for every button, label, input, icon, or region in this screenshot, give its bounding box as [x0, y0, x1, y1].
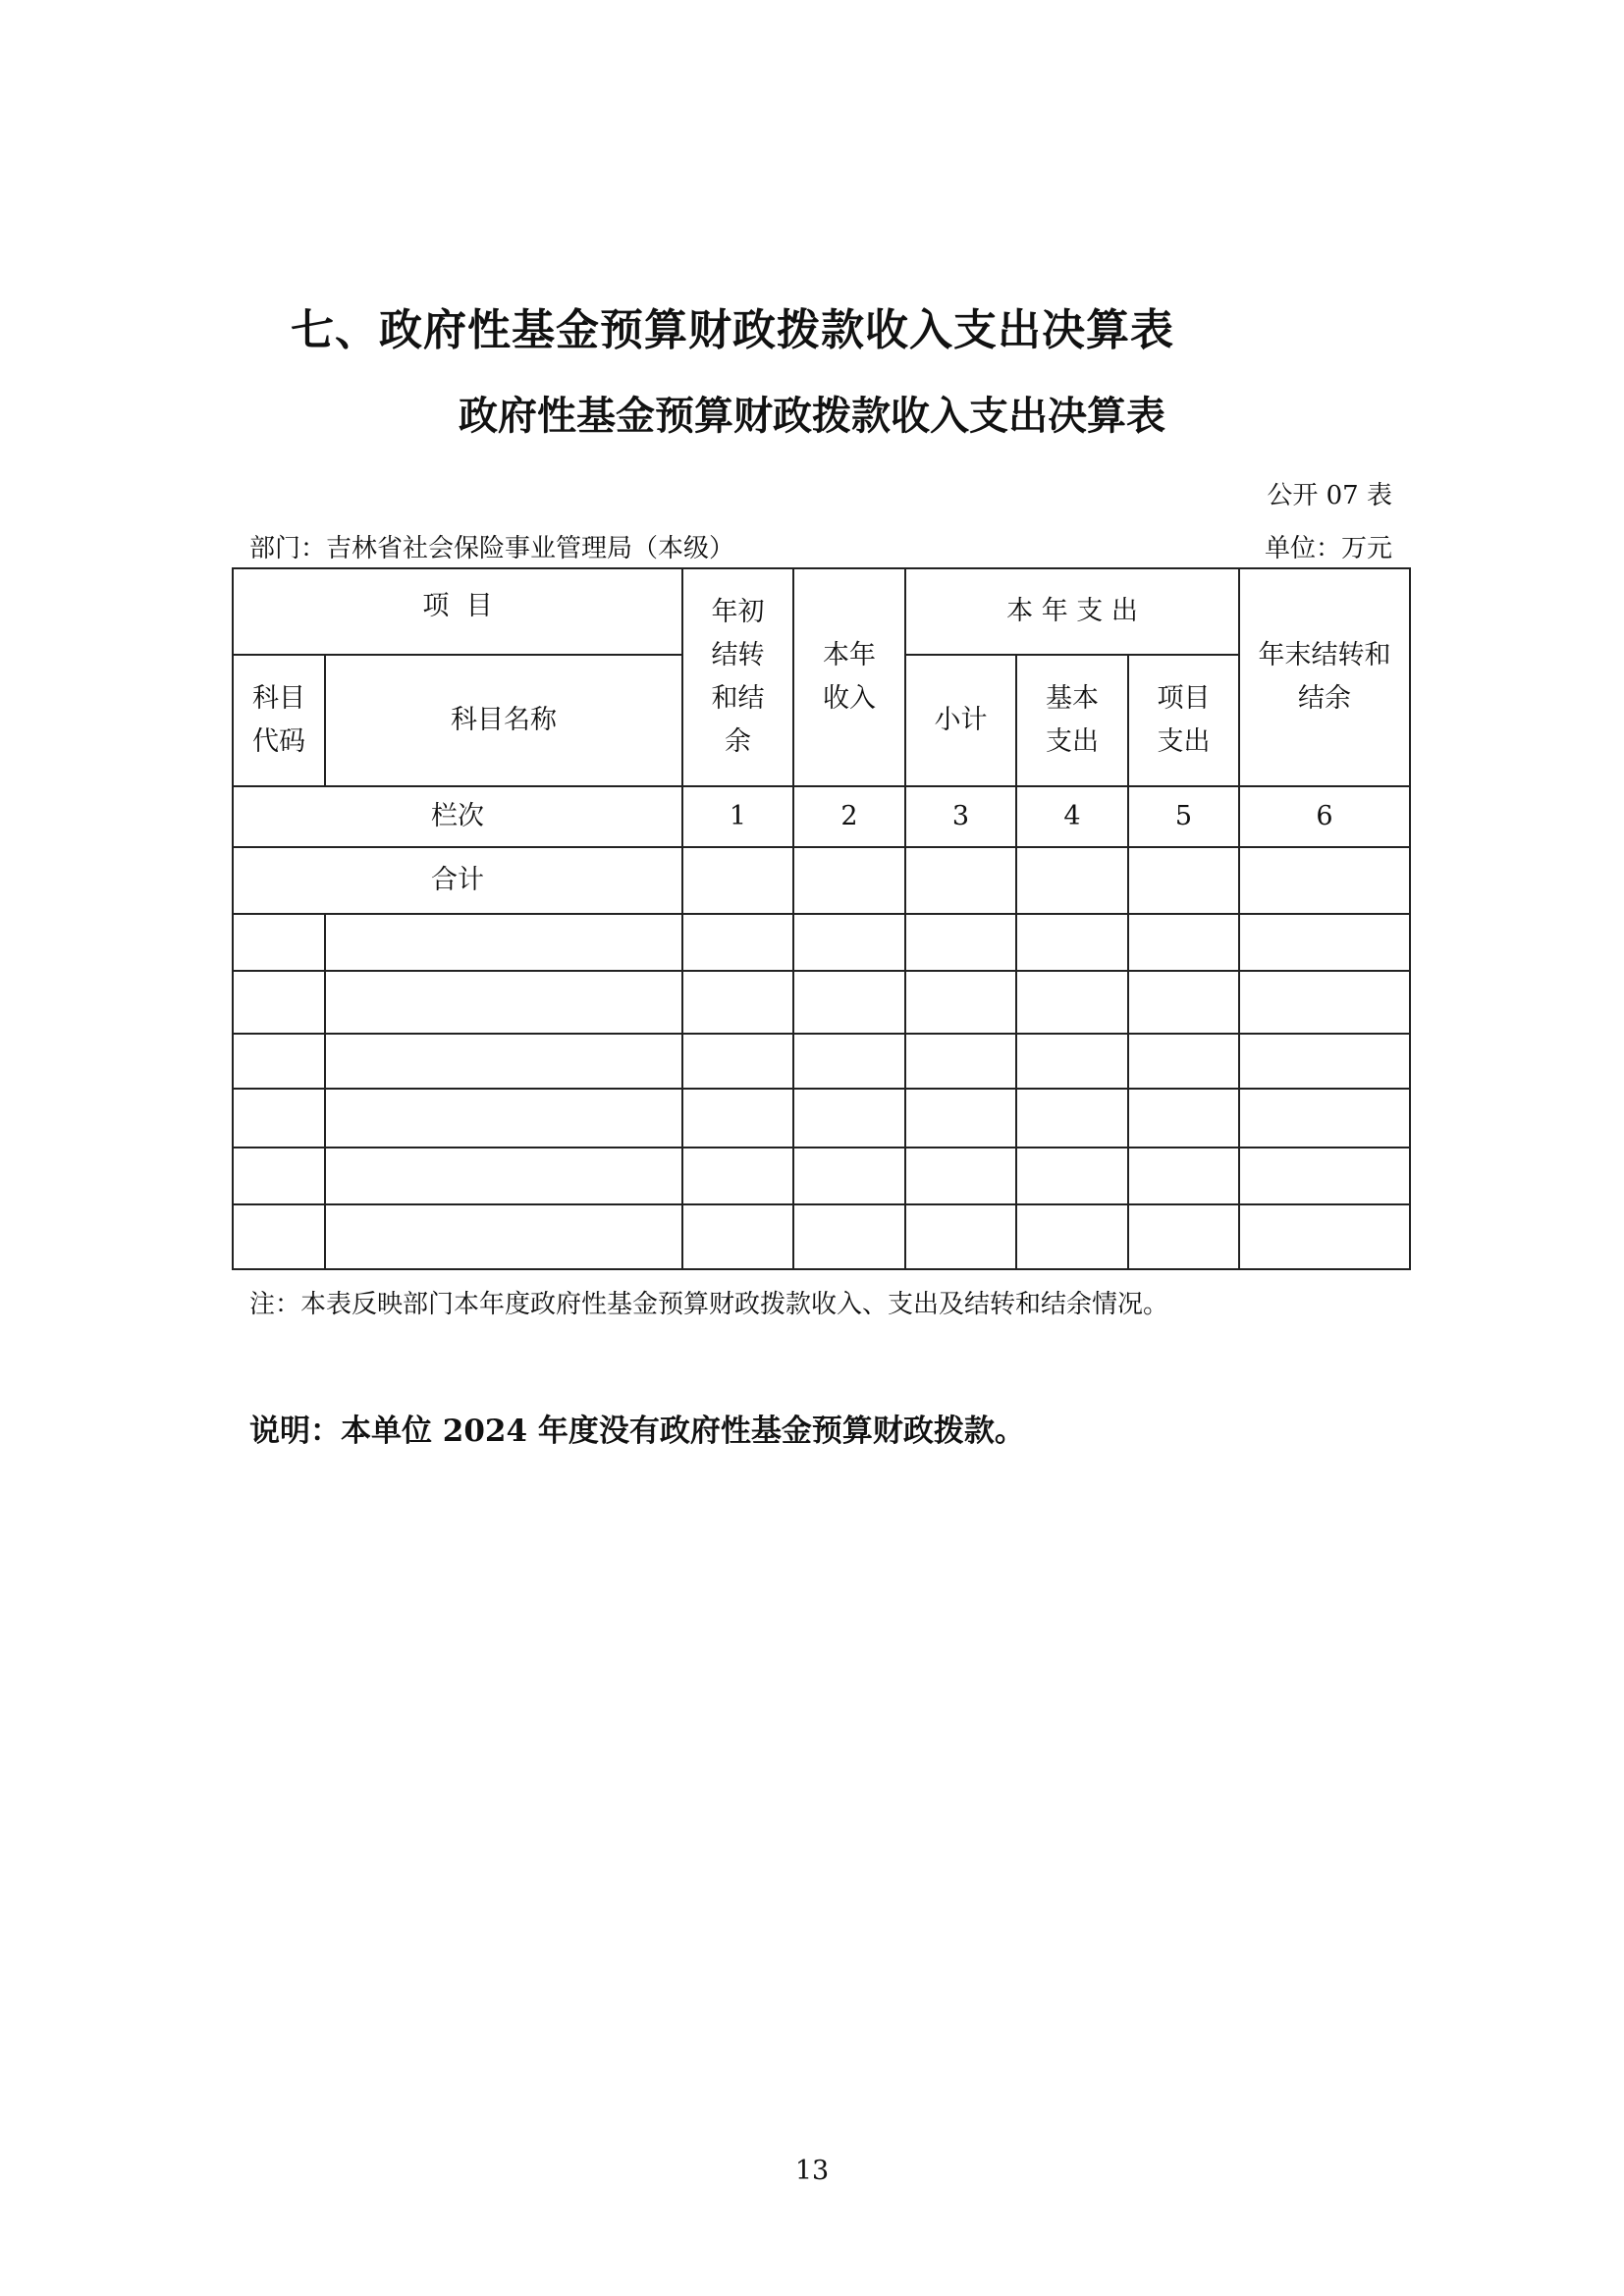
table-cell: [905, 1204, 1016, 1269]
table-cell: [325, 1204, 682, 1269]
table-cell: [793, 914, 905, 971]
table-cell: [793, 1089, 905, 1148]
table-cell: [325, 1034, 682, 1089]
table-row: [233, 971, 1410, 1034]
table-cell: [233, 971, 325, 1034]
table-cell: [1128, 1089, 1239, 1148]
table-note: 注：本表反映部门本年度政府性基金预算财政拨款收入、支出及结转和结余情况。: [249, 1290, 1169, 1319]
page-number: 13: [794, 2156, 830, 2186]
table-cell: [905, 971, 1016, 1034]
table-cell: [233, 1148, 325, 1204]
table-cell: [233, 914, 325, 971]
table-cell: [682, 1204, 793, 1269]
table-cell: [1239, 971, 1410, 1034]
explanation: 说明：本单位 2024 年度没有政府性基金预算财政拨款。: [249, 1414, 1025, 1449]
table-cell: [1016, 1034, 1128, 1089]
table-cell: [1128, 971, 1239, 1034]
total-cell: [682, 847, 793, 914]
column-number: 6: [1239, 786, 1410, 847]
table-row: [233, 914, 1410, 971]
header-name: 科目名称: [325, 655, 682, 786]
total-cell: [1239, 847, 1410, 914]
column-number: 5: [1128, 786, 1239, 847]
table-cell: [1016, 1089, 1128, 1148]
table-cell: [793, 1148, 905, 1204]
table-cell: [1016, 1204, 1128, 1269]
column-number: 4: [1016, 786, 1128, 847]
table-cell: [793, 971, 905, 1034]
table-cell: [1128, 1148, 1239, 1204]
table-cell: [233, 1204, 325, 1269]
table-cell: [682, 914, 793, 971]
table-code: 公开 07 表: [1267, 481, 1392, 510]
table-cell: [1128, 914, 1239, 971]
header-subtotal: 小计: [905, 655, 1016, 786]
header-basic: 基本 支出: [1016, 655, 1128, 786]
table-cell: [1239, 1089, 1410, 1148]
table-cell: [905, 1089, 1016, 1148]
table-cell: [1128, 1204, 1239, 1269]
table-cell: [325, 1089, 682, 1148]
total-cell: [905, 847, 1016, 914]
table-cell: [1239, 1148, 1410, 1204]
column-index-label: 栏次: [233, 786, 682, 847]
table-cell: [1016, 914, 1128, 971]
table-cell: [682, 1148, 793, 1204]
header-item: 项 目: [233, 568, 682, 655]
table-cell: [905, 1148, 1016, 1204]
table-cell: [682, 971, 793, 1034]
table-cell: [325, 914, 682, 971]
header-project: 项目 支出: [1128, 655, 1239, 786]
table-cell: [682, 1089, 793, 1148]
table-cell: [325, 1148, 682, 1204]
table-cell: [233, 1089, 325, 1148]
table-cell: [905, 1034, 1016, 1089]
budget-table: [232, 567, 1411, 1270]
table-cell: [682, 1034, 793, 1089]
table-cell: [1239, 1204, 1410, 1269]
total-cell: [1128, 847, 1239, 914]
section-title: 七、政府性基金预算财政拨款收入支出决算表: [291, 305, 1174, 355]
table-cell: [325, 971, 682, 1034]
header-current-income: 本年 收入: [793, 568, 905, 786]
table-cell: [1239, 1034, 1410, 1089]
header-current-expense: 本 年 支 出: [905, 568, 1239, 655]
table-cell: [1128, 1034, 1239, 1089]
table-cell: [1239, 914, 1410, 971]
table-cell: [1016, 1148, 1128, 1204]
department-label: 部门：吉林省社会保险事业管理局（本级）: [249, 534, 735, 563]
column-number: 3: [905, 786, 1016, 847]
table-title: 政府性基金预算财政拨款收入支出决算表: [459, 394, 1165, 439]
header-closing-balance: 年末结转和 结余: [1239, 568, 1410, 786]
total-cell: [1016, 847, 1128, 914]
table-cell: [905, 914, 1016, 971]
table-row: [233, 1034, 1410, 1089]
table-cell: [793, 1204, 905, 1269]
total-cell: [793, 847, 905, 914]
table-cell: [1016, 971, 1128, 1034]
table-cell: [233, 1034, 325, 1089]
unit-label: 单位：万元: [1264, 534, 1392, 563]
table-row: [233, 1089, 1410, 1148]
table-row: [233, 1148, 1410, 1204]
header-opening-balance: 年初 结转 和结 余: [682, 568, 793, 786]
header-code: 科目 代码: [233, 655, 325, 786]
table-cell: [793, 1034, 905, 1089]
column-number: 2: [793, 786, 905, 847]
column-number: 1: [682, 786, 793, 847]
total-label: 合计: [233, 847, 682, 914]
table-row: [233, 1204, 1410, 1269]
